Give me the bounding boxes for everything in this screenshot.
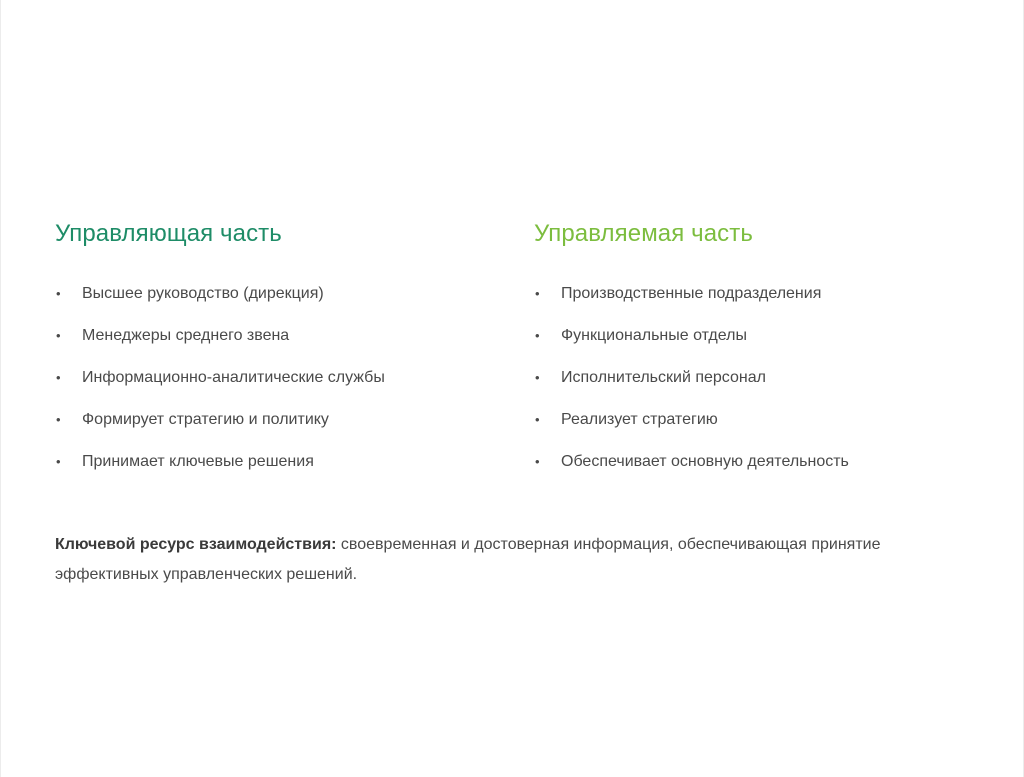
list-item-text: Исполнительский персонал <box>561 369 766 386</box>
bullet-icon: • <box>535 454 540 469</box>
list-item <box>55 448 485 490</box>
bullet-icon: • <box>56 370 61 385</box>
list-item-text: Функциональные отделы <box>561 327 747 344</box>
managing-part-list <box>55 280 485 490</box>
list-item <box>534 280 974 322</box>
list-item <box>55 280 485 322</box>
list-item-text: Производственные подразделения <box>561 285 822 302</box>
bullet-icon: • <box>56 454 61 469</box>
summary-lead: Ключевой ресурс взаимодействия: <box>55 536 337 553</box>
managed-part-title: Управляемая часть <box>534 220 753 247</box>
summary-text: своевременная и достоверная информация, обеспечивающая принятие эффективных управленческих решений. <box>55 536 881 583</box>
list-item <box>534 448 974 490</box>
list-item <box>55 322 485 364</box>
list-item-text: Информационно-аналитические службы <box>82 369 385 386</box>
managed-part-column <box>534 218 974 490</box>
list-item-text: Обеспечивает основную деятельность <box>561 453 849 470</box>
list-item-text: Высшее руководство (дирекция) <box>82 285 324 302</box>
managing-part-column <box>55 218 485 490</box>
list-item-text: Формирует стратегию и политику <box>82 411 329 428</box>
list-item-text: Реализует стратегию <box>561 411 718 428</box>
summary-paragraph <box>55 530 975 590</box>
list-item-text: Принимает ключевые решения <box>82 453 314 470</box>
list-item <box>534 406 974 448</box>
bullet-icon: • <box>535 286 540 301</box>
list-item <box>55 364 485 406</box>
list-item <box>534 322 974 364</box>
list-item <box>534 364 974 406</box>
bullet-icon: • <box>56 328 61 343</box>
bullet-icon: • <box>535 328 540 343</box>
bullet-icon: • <box>535 370 540 385</box>
bullet-icon: • <box>56 412 61 427</box>
bullet-icon: • <box>56 286 61 301</box>
list-item <box>55 406 485 448</box>
bullet-icon: • <box>535 412 540 427</box>
list-item-text: Менеджеры среднего звена <box>82 327 290 344</box>
managing-part-title: Управляющая часть <box>55 220 282 247</box>
managed-part-list <box>534 280 974 490</box>
